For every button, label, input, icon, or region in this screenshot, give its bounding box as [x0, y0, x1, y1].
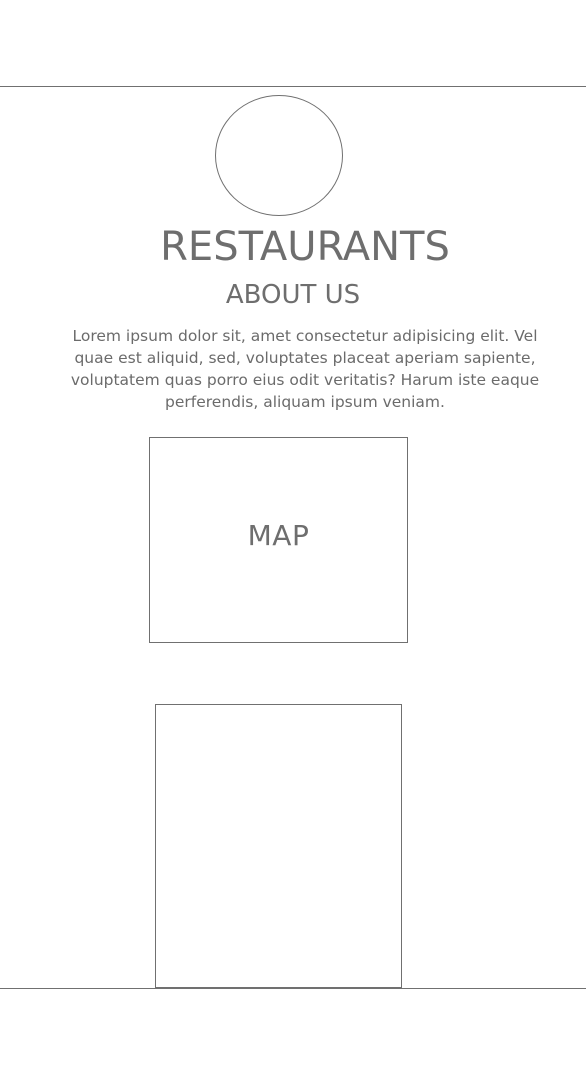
page-title: RESTAURANTS [160, 224, 450, 270]
footer-divider [0, 988, 586, 989]
image-placeholder [155, 704, 402, 988]
map-label: MAP [247, 518, 310, 552]
header-divider [0, 86, 586, 87]
map-placeholder[interactable] [149, 437, 408, 643]
about-description: Lorem ipsum dolor sit, amet consectetur adipisicing elit. Vel quae est aliquid, sed, voluptates placeat aperiam sapiente, voluptatem quas porro eius odit veritatis? Harum iste eaque perferendis, aliquam ipsum veniam. [70, 327, 540, 411]
section-title-about-us: ABOUT US [225, 280, 361, 310]
logo-placeholder [215, 95, 343, 216]
